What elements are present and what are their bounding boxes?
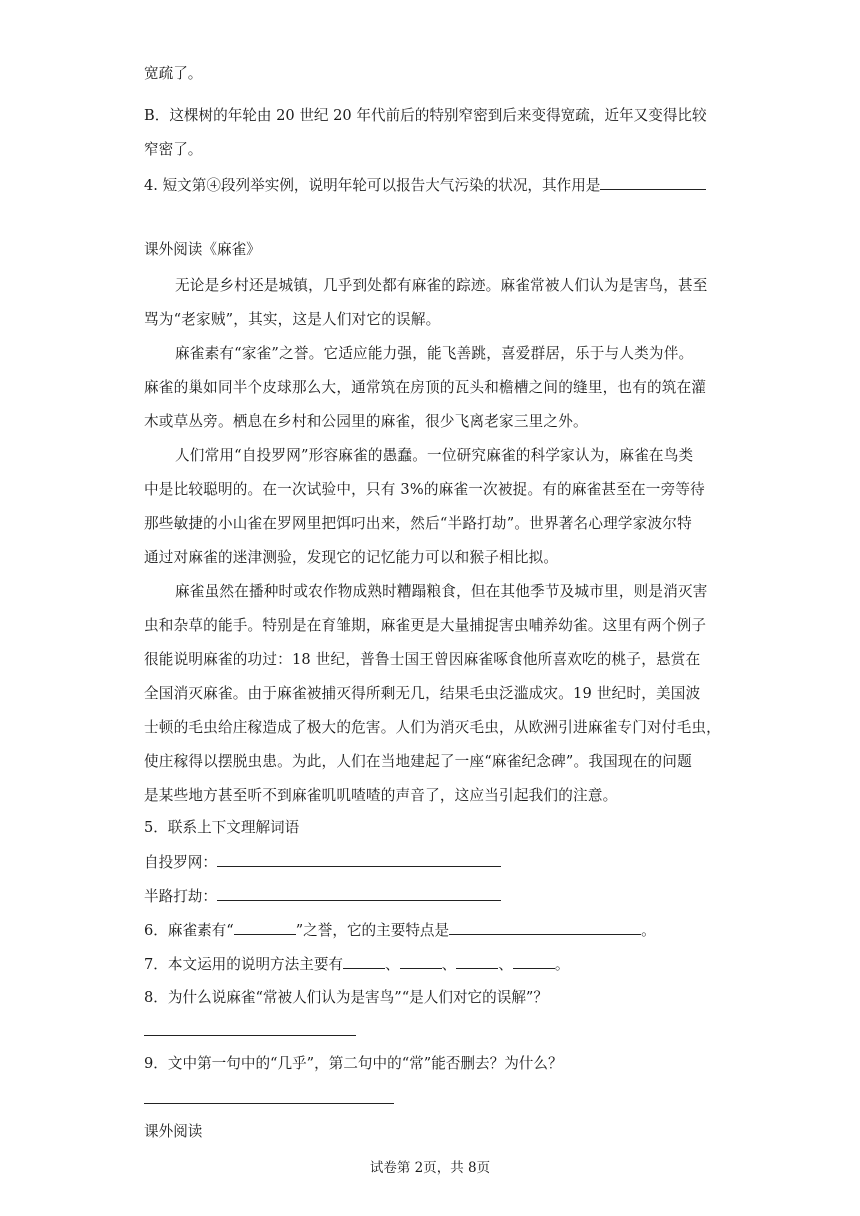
answer-line-9 — [144, 1103, 394, 1104]
passage-line: 木或草丛旁。栖息在乡村和公园里的麻雀，很少飞离老家三里之外。 — [144, 413, 588, 430]
separator: 、 — [498, 956, 513, 973]
next-section-title: 课外阅读 — [144, 1123, 203, 1140]
passage-line: 虫和杂草的能手。特别是在育雏期，麻雀更是大量捕捉害虫哺养幼雀。这里有两个例子 — [144, 617, 707, 634]
question-5-item-1 — [144, 852, 501, 873]
passage-line: 使庄稼得以摆脱虫患。为此，人们在当地建起了一座“麻雀纪念碑”。我国现在的问题 — [144, 753, 692, 770]
separator: 、 — [385, 956, 400, 973]
question-5-title: 5．联系上下文理解词语 — [144, 819, 300, 836]
passage-line: 人们常用“自投罗网”形容麻雀的愚蠢。一位研究麻雀的科学家认为，麻雀在鸟类 — [175, 447, 694, 464]
term-label: 自投罗网： — [144, 854, 217, 871]
answer-blank-6-2 — [449, 920, 641, 935]
answer-blank-6-1 — [234, 920, 296, 935]
term-label: 半路打劫： — [144, 888, 217, 905]
question-9: 9．文中第一句中的“几乎”，第二句中的“常”能否删去？为什么？ — [144, 1055, 563, 1072]
passage-line: 中是比较聪明的。在一次试验中，只有 3%的麻雀一次被捉。有的麻雀甚至在一旁等待 — [144, 481, 705, 498]
question-8: 8．为什么说麻雀“常被人们认为是害鸟”“是人们对它的误解”？ — [144, 989, 548, 1006]
answer-line-8 — [144, 1035, 356, 1036]
answer-a-end: 宽疏了。 — [144, 65, 203, 82]
answer-b-line1: B．这棵树的年轮由 20 世纪 20 年代前后的特别窄密到后来变得宽疏，近年又变得比较 — [144, 107, 707, 124]
answer-blank-7-3 — [456, 954, 498, 969]
reading-title: 课外阅读《麻雀》 — [144, 241, 261, 258]
passage-line: 士顿的毛虫给庄稼造成了极大的危害。人们为消灭毛虫，从欧洲引进麻雀专门对付毛虫， — [144, 719, 721, 736]
question-7-text: 7．本文运用的说明方法主要有 — [144, 956, 344, 973]
question-5-item-2 — [144, 886, 501, 907]
question-7 — [144, 954, 569, 975]
answer-blank-5-2 — [217, 886, 501, 901]
question-7-end: 。 — [554, 956, 570, 973]
passage-line: 无论是乡村还是城镇，几乎到处都有麻雀的踪迹。麻雀常被人们认为是害鸟，甚至 — [175, 277, 708, 294]
question-4-text: 4. 短文第④段列举实例，说明年轮可以报告大气污染的状况，其作用是 — [144, 177, 601, 194]
passage-line: 是某些地方甚至听不到麻雀叽叽喳喳的声音了，这应当引起我们的注意。 — [144, 787, 618, 804]
answer-blank-4 — [600, 175, 706, 190]
passage-line: 那些敏捷的小山雀在罗网里把饵叼出来，然后“半路打劫”。世界著名心理学家波尔特 — [144, 515, 692, 532]
passage-line: 很能说明麻雀的功过：18 世纪，普鲁士国王曾因麻雀啄食他所喜欢吃的桃子，悬赏在 — [144, 651, 701, 668]
answer-blank-7-4 — [513, 954, 555, 969]
answer-blank-5-1 — [217, 852, 501, 867]
separator: 、 — [441, 956, 457, 973]
answer-b-line2: 窄密了。 — [144, 141, 203, 158]
passage-line: 麻雀的巢如同半个皮球那么大，通常筑在房顶的瓦头和檐槽之间的缝里，也有的筑在灌 — [144, 379, 707, 396]
passage-line: 麻雀素有“家雀”之誉。它适应能力强，能飞善跳，喜爱群居，乐于与人类为伴。 — [175, 345, 694, 362]
question-6 — [144, 920, 656, 941]
question-6-text-a: 6．麻雀素有“ — [144, 922, 234, 939]
passage-line: 麻雀虽然在播种时或农作物成熟时糟蹋粮食，但在其他季节及城市里，则是消灭害 — [175, 583, 708, 600]
passage-line: 通过对麻雀的迷津测验，发现它的记忆能力可以和猴子相比拟。 — [144, 549, 559, 566]
answer-blank-7-1 — [343, 954, 385, 969]
question-4 — [144, 175, 706, 196]
question-6-text-b: ”之誉，它的主要特点是 — [295, 922, 450, 939]
answer-blank-7-2 — [400, 954, 442, 969]
question-6-text-c: 。 — [641, 922, 656, 939]
page-footer: 试卷第 2页，共 8页 — [369, 1160, 491, 1176]
passage-line: 骂为“老家贼”，其实，这是人们对它的误解。 — [144, 311, 441, 328]
passage-line: 全国消灭麻雀。由于麻雀被捕灭得所剩无几，结果毛虫泛滥成灾。19 世纪时，美国波 — [144, 685, 701, 702]
